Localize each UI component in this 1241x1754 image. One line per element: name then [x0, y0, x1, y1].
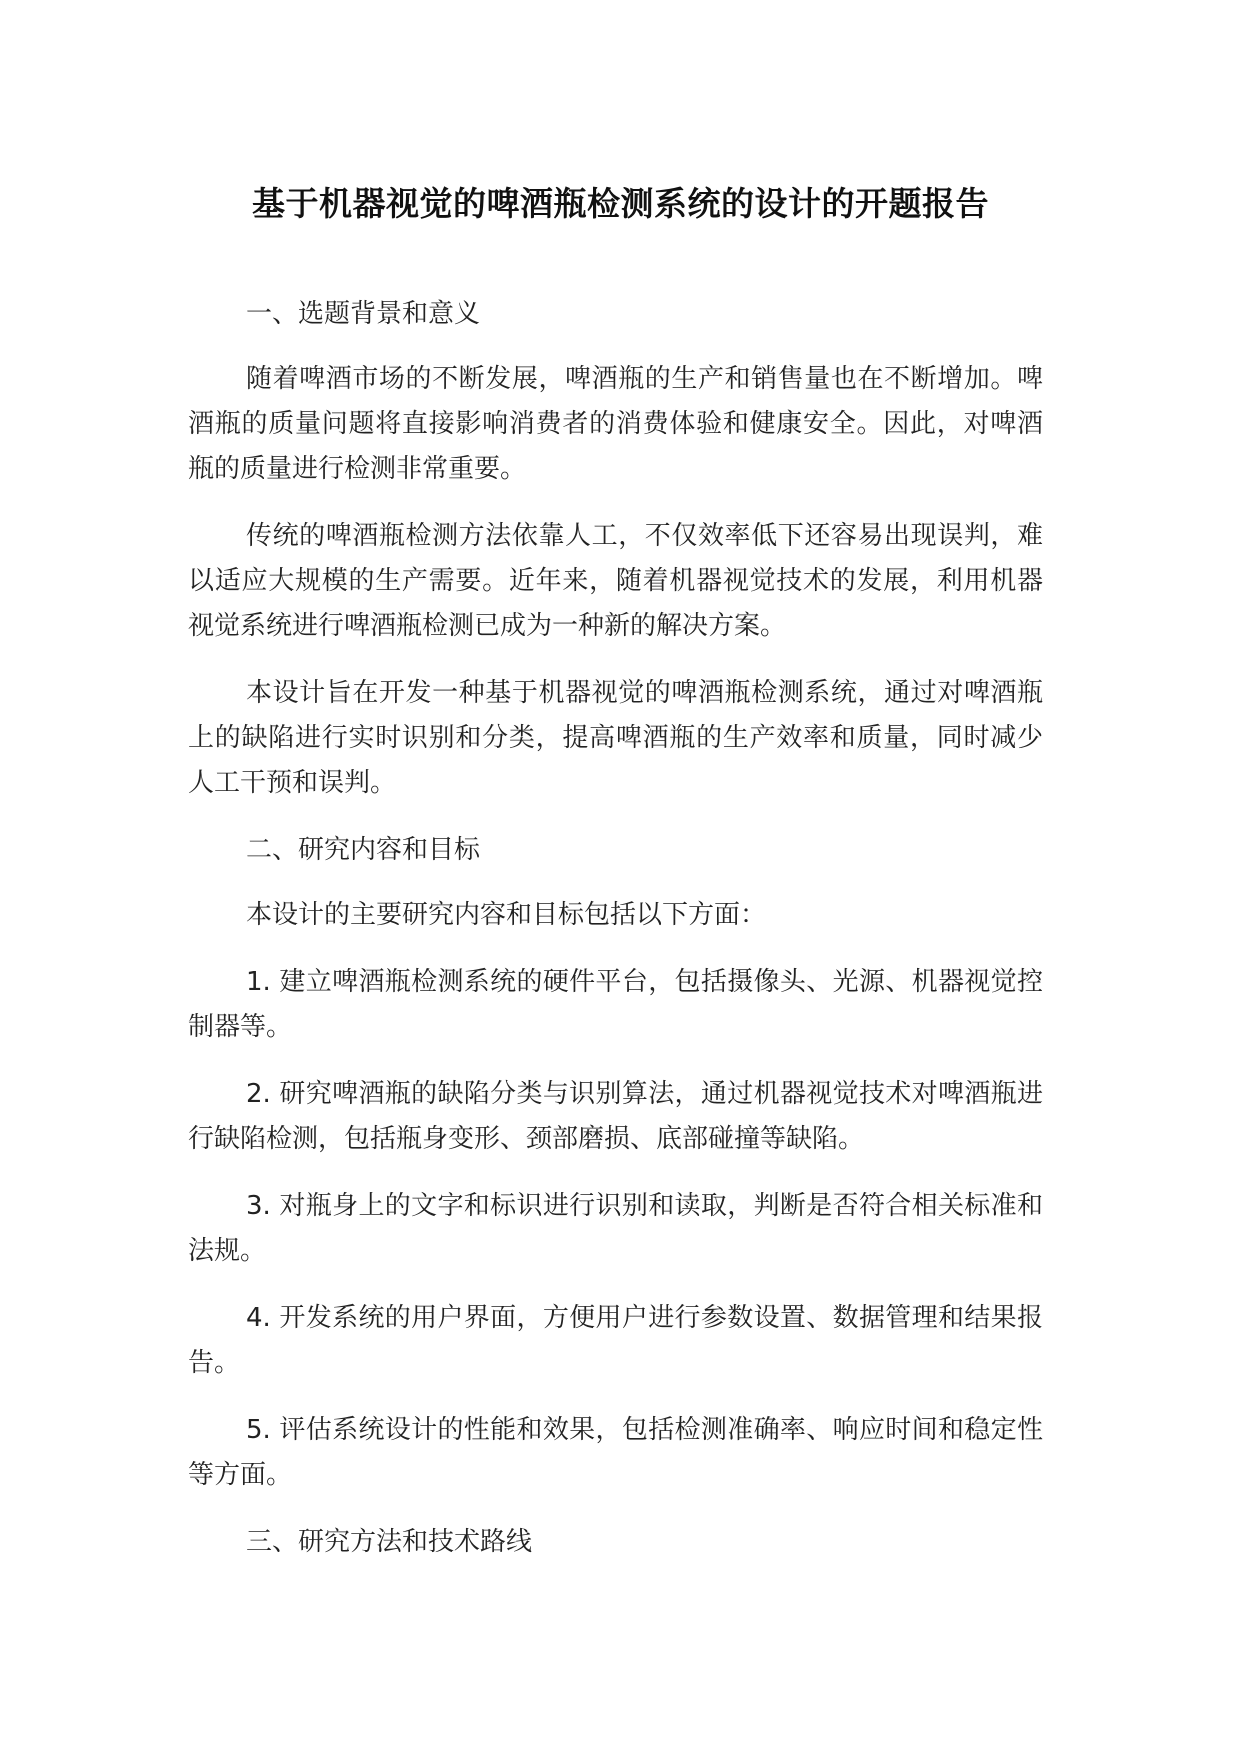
section-heading-background: 一、选题背景和意义	[246, 299, 481, 329]
paragraph-traditional-method: 传统的啤酒瓶检测方法依靠人工，不仅效率低下还容易出现误判，难以适应大规模的生产需要。近年来，随着机器视觉技术的发展，利用机器视觉系统进行啤酒瓶检测已成为一种新的解决方案。	[188, 521, 1043, 641]
section-heading-methods: 三、研究方法和技术路线	[246, 1527, 533, 1557]
document-body	[188, 292, 1043, 1585]
paragraph-research-intro: 本设计的主要研究内容和目标包括以下方面：	[246, 900, 767, 930]
document-title: 基于机器视觉的啤酒瓶检测系统的设计的开题报告	[252, 184, 989, 223]
list-item-text-recognition: 3. 对瓶身上的文字和标识进行识别和读取，判断是否符合相关标准和法规。	[188, 1191, 1043, 1266]
paragraph-design-goal: 本设计旨在开发一种基于机器视觉的啤酒瓶检测系统，通过对啤酒瓶上的缺陷进行实时识别和分类，提高啤酒瓶的生产效率和质量，同时减少人工干预和误判。	[188, 678, 1043, 798]
list-item-defect-algorithm: 2. 研究啤酒瓶的缺陷分类与识别算法，通过机器视觉技术对啤酒瓶进行缺陷检测，包括瓶身变形、颈部磨损、底部碰撞等缺陷。	[188, 1079, 1043, 1154]
section-heading-research-content: 二、研究内容和目标	[246, 835, 481, 865]
list-item-user-interface: 4. 开发系统的用户界面，方便用户进行参数设置、数据管理和结果报告。	[188, 1303, 1043, 1378]
list-item-hardware: 1. 建立啤酒瓶检测系统的硬件平台，包括摄像头、光源、机器视觉控制器等。	[188, 967, 1043, 1042]
list-item-evaluation: 5. 评估系统设计的性能和效果，包括检测准确率、响应时间和稳定性等方面。	[188, 1415, 1043, 1490]
paragraph-market: 随着啤酒市场的不断发展，啤酒瓶的生产和销售量也在不断增加。啤酒瓶的质量问题将直接影响消费者的消费体验和健康安全。因此，对啤酒瓶的质量进行检测非常重要。	[188, 364, 1043, 484]
